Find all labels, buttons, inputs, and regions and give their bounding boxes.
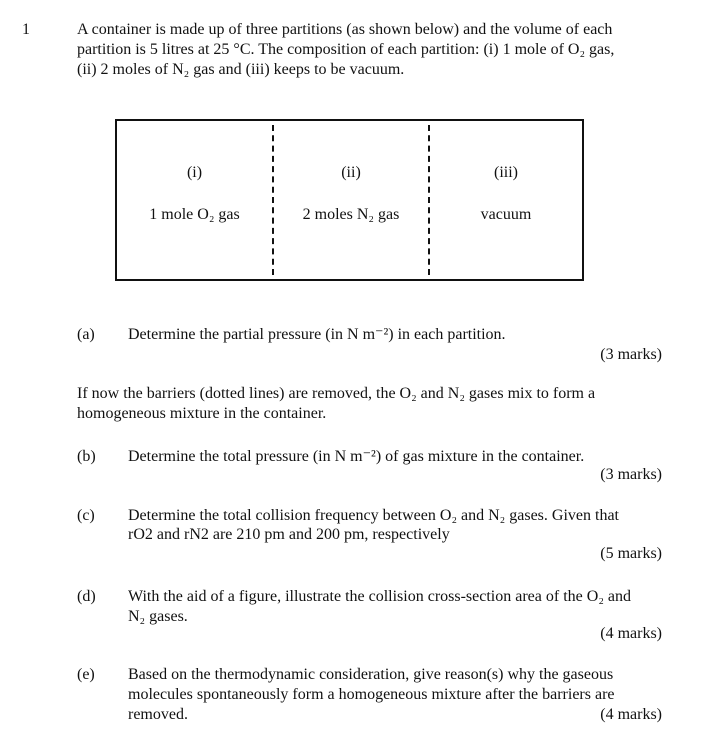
part-e-line2: molecules spontaneously form a homogeneous mixture after the barriers are xyxy=(128,686,615,703)
part-e-line3: removed. xyxy=(128,706,188,723)
transition-line: homogeneous mixture in the container. xyxy=(77,405,327,422)
part-b-text: Determine the total pressure (in N m⁻²) of gas mixture in the container. xyxy=(128,448,585,465)
partition-barrier xyxy=(428,125,430,275)
partition-barrier xyxy=(272,125,274,275)
partition-ii-label: (ii) xyxy=(341,164,361,181)
part-d-label: (d) xyxy=(77,588,96,605)
transition-line: If now the barriers (dotted lines) are removed, the O₂ and N₂ gases mix to form a xyxy=(77,385,596,402)
part-e-marks: (4 marks) xyxy=(600,706,662,723)
part-d-line2: N₂ gases. xyxy=(128,608,188,625)
part-d-line1: With the aid of a figure, illustrate the collision cross-section area of the O₂ and xyxy=(128,588,631,605)
part-a-label: (a) xyxy=(77,326,95,343)
partition-i-label: (i) xyxy=(186,164,203,181)
part-c-marks: (5 marks) xyxy=(600,545,662,562)
part-e-label: (e) xyxy=(77,666,95,683)
question-number: 1 xyxy=(22,21,30,38)
partition-ii-content: 2 moles N₂ gas xyxy=(302,206,400,223)
part-a-text: Determine the partial pressure (in N m⁻²) in each partition. xyxy=(128,326,506,343)
intro-line: (ii) 2 moles of N₂ gas and (iii) keeps to be vacuum. xyxy=(77,61,405,78)
partition-i-content: 1 mole O₂ gas xyxy=(149,206,240,223)
question-intro xyxy=(77,20,681,80)
part-c-line2: rO2 and rN2 are 210 pm and 200 pm, respectively xyxy=(128,526,450,543)
part-d-marks: (4 marks) xyxy=(600,625,662,642)
intro-line: partition is 5 litres at 25 °C. The composition of each partition: (i) 1 mole of O₂ gas, xyxy=(77,41,615,58)
part-c-line1: Determine the total collision frequency between O₂ and N₂ gases. Given that xyxy=(128,507,619,524)
part-c-label: (c) xyxy=(77,507,95,524)
partition-iii-label: (iii) xyxy=(494,164,518,181)
container-diagram xyxy=(115,119,584,281)
part-a-marks: (3 marks) xyxy=(600,346,662,363)
part-b-marks: (3 marks) xyxy=(600,466,662,483)
intro-line: A container is made up of three partitions (as shown below) and the volume of each xyxy=(77,21,613,38)
part-e-line1: Based on the thermodynamic consideration, give reason(s) why the gaseous xyxy=(128,666,614,683)
part-b-label: (b) xyxy=(77,448,96,465)
partition-iii-content: vacuum xyxy=(480,206,532,223)
